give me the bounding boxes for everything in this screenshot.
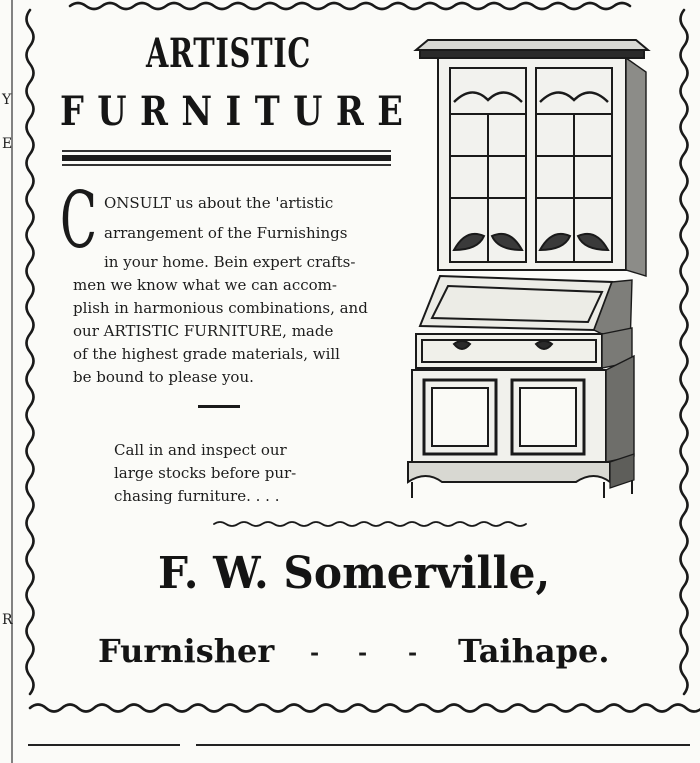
body-line: in your home. Bein expert crafts- — [104, 253, 356, 271]
heading-rule-thick — [62, 155, 391, 161]
proprietor-name: F. W. Somerville, — [158, 548, 551, 599]
margin-fragment: Y — [2, 92, 12, 108]
trade-label: Furnisher — [98, 632, 275, 670]
heading-furniture: FURNITURE — [60, 88, 417, 135]
invitation-line: Call in and inspect our — [114, 441, 287, 459]
body-line: our ARTISTIC FURNITURE, made — [73, 322, 334, 340]
town-label: Taihape. — [458, 632, 610, 670]
body-line: men we know what we can accom- — [73, 276, 337, 294]
heading-rule-thin — [62, 164, 391, 166]
separator-dash: - — [310, 640, 320, 666]
heading-artistic: ARTISTIC — [146, 30, 312, 77]
heading-rule-thin — [62, 150, 391, 152]
body-line: be bound to please you. — [73, 368, 254, 386]
invitation-line: chasing furniture. . . . — [114, 487, 280, 505]
body-line: of the highest grade materials, will — [73, 345, 340, 363]
separator-dash: - — [358, 640, 368, 666]
drop-cap: C — [60, 176, 98, 266]
margin-fragment: R — [2, 612, 13, 628]
body-line: ONSULT us about the 'artistic — [104, 194, 334, 212]
margin-fragment: E — [2, 136, 13, 152]
section-divider — [198, 405, 240, 408]
invitation-line: large stocks before pur- — [114, 464, 297, 482]
body-line: arrangement of the Furnishings — [104, 224, 348, 242]
body-line: plish in harmonious combinations, and — [73, 299, 368, 317]
separator-dash: - — [408, 640, 418, 666]
bureau-bookcase-illustration — [398, 36, 666, 504]
